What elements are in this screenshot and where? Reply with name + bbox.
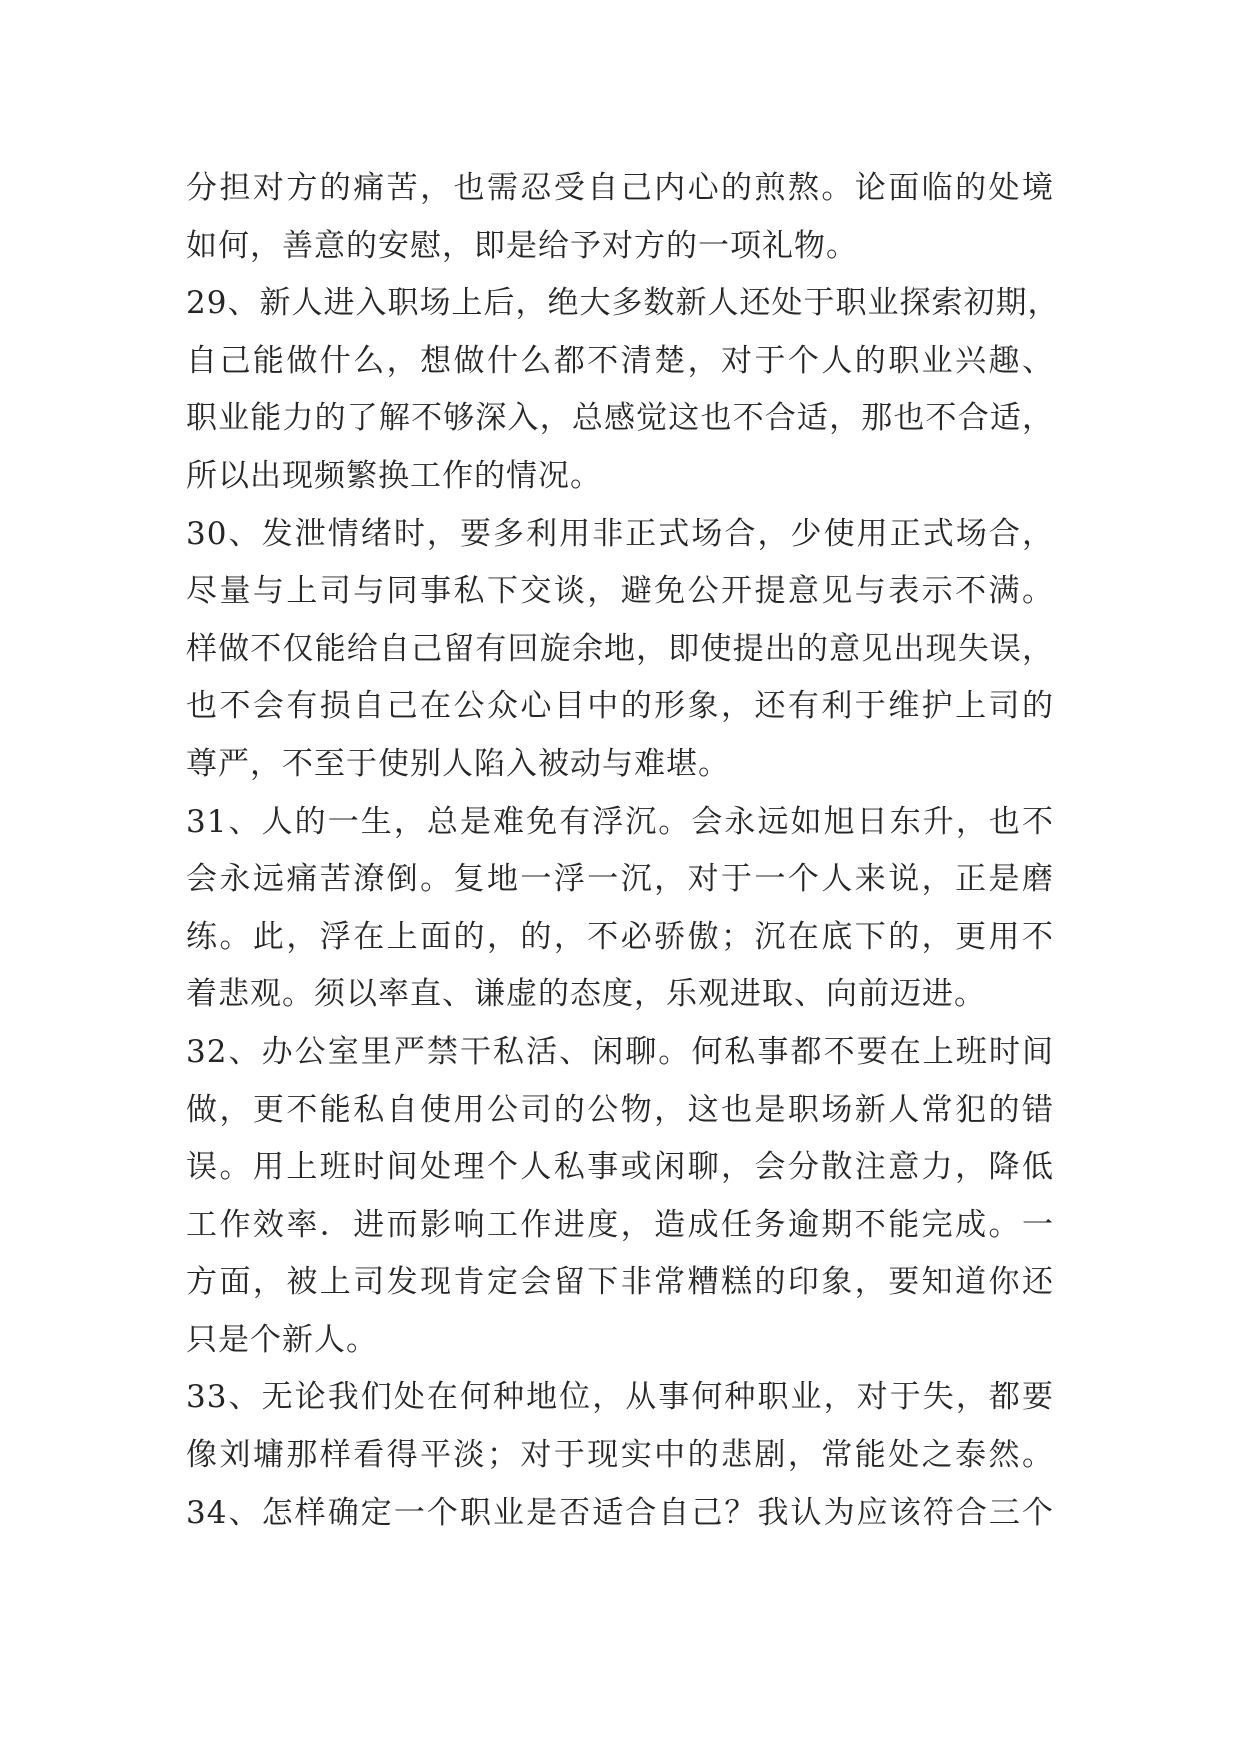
text-line: 样做不仅能给自己留有回旋余地，即使提出的意见出现失误， bbox=[186, 630, 1054, 667]
text-line: 33、无论我们处在何种地位，从事何种职业，对于失，都要 bbox=[186, 1379, 1054, 1416]
text-line: 职业能力的了解不够深入，总感觉这也不合适，那也不合适， bbox=[186, 400, 1054, 437]
text-line: 像刘墉那样看得平淡；对于现实中的悲剧，常能处之泰然。 bbox=[186, 1437, 1054, 1474]
text-line: 尊严，不至于使别人陷入被动与难堪。 bbox=[186, 745, 730, 782]
text-line: 只是个新人。 bbox=[186, 1321, 378, 1358]
text-line: 分担对方的痛苦，也需忍受自己内心的煎熬。论面临的处境 bbox=[186, 170, 1054, 206]
text-line: 方面，被上司发现肯定会留下非常糟糕的印象，要知道你还 bbox=[186, 1264, 1054, 1301]
text-line: 练。此，浮在上面的，的，不必骄傲；沉在底下的，更用不 bbox=[186, 918, 1054, 955]
text-line: 31、人的一生，总是难免有浮沉。会永远如旭日东升，也不 bbox=[186, 803, 1054, 840]
text-line: 29、新人进入职场上后，绝大多数新人还处于职业探索初期， bbox=[186, 285, 1060, 322]
text-line: 会永远痛苦潦倒。复地一浮一沉，对于一个人来说，正是磨 bbox=[186, 861, 1054, 898]
text-line: 着悲观。须以率直、谦虚的态度，乐观进取、向前迈进。 bbox=[186, 976, 986, 1013]
text-line: 工作效率．进而影响工作进度，造成任务逾期不能完成。一 bbox=[186, 1206, 1054, 1243]
text-line: 也不会有损自己在公众心目中的形象，还有利于维护上司的 bbox=[186, 688, 1054, 725]
text-line: 所以出现频繁换工作的情况。 bbox=[186, 457, 602, 494]
text-line: 32、办公室里严禁干私活、闲聊。何私事都不要在上班时间 bbox=[186, 1033, 1054, 1070]
text-line: 做，更不能私自使用公司的公物，这也是职场新人常犯的错 bbox=[186, 1091, 1054, 1128]
text-line: 34、怎样确定一个职业是否适合自己？我认为应该符合三个 bbox=[186, 1494, 1054, 1531]
text-line: 误。用上班时间处理个人私事或闲聊，会分散注意力，降低 bbox=[186, 1149, 1054, 1186]
text-line: 自己能做什么，想做什么都不清楚，对于个人的职业兴趣、 bbox=[186, 342, 1054, 379]
text-line: 如何，善意的安慰，即是给予对方的一项礼物。 bbox=[186, 227, 858, 264]
text-line: 30、发泄情绪时，要多利用非正式场合，少使用正式场合， bbox=[186, 515, 1054, 552]
document-body bbox=[186, 160, 1060, 1542]
text-line: 尽量与上司与同事私下交谈，避免公开提意见与表示不满。 bbox=[186, 573, 1054, 610]
